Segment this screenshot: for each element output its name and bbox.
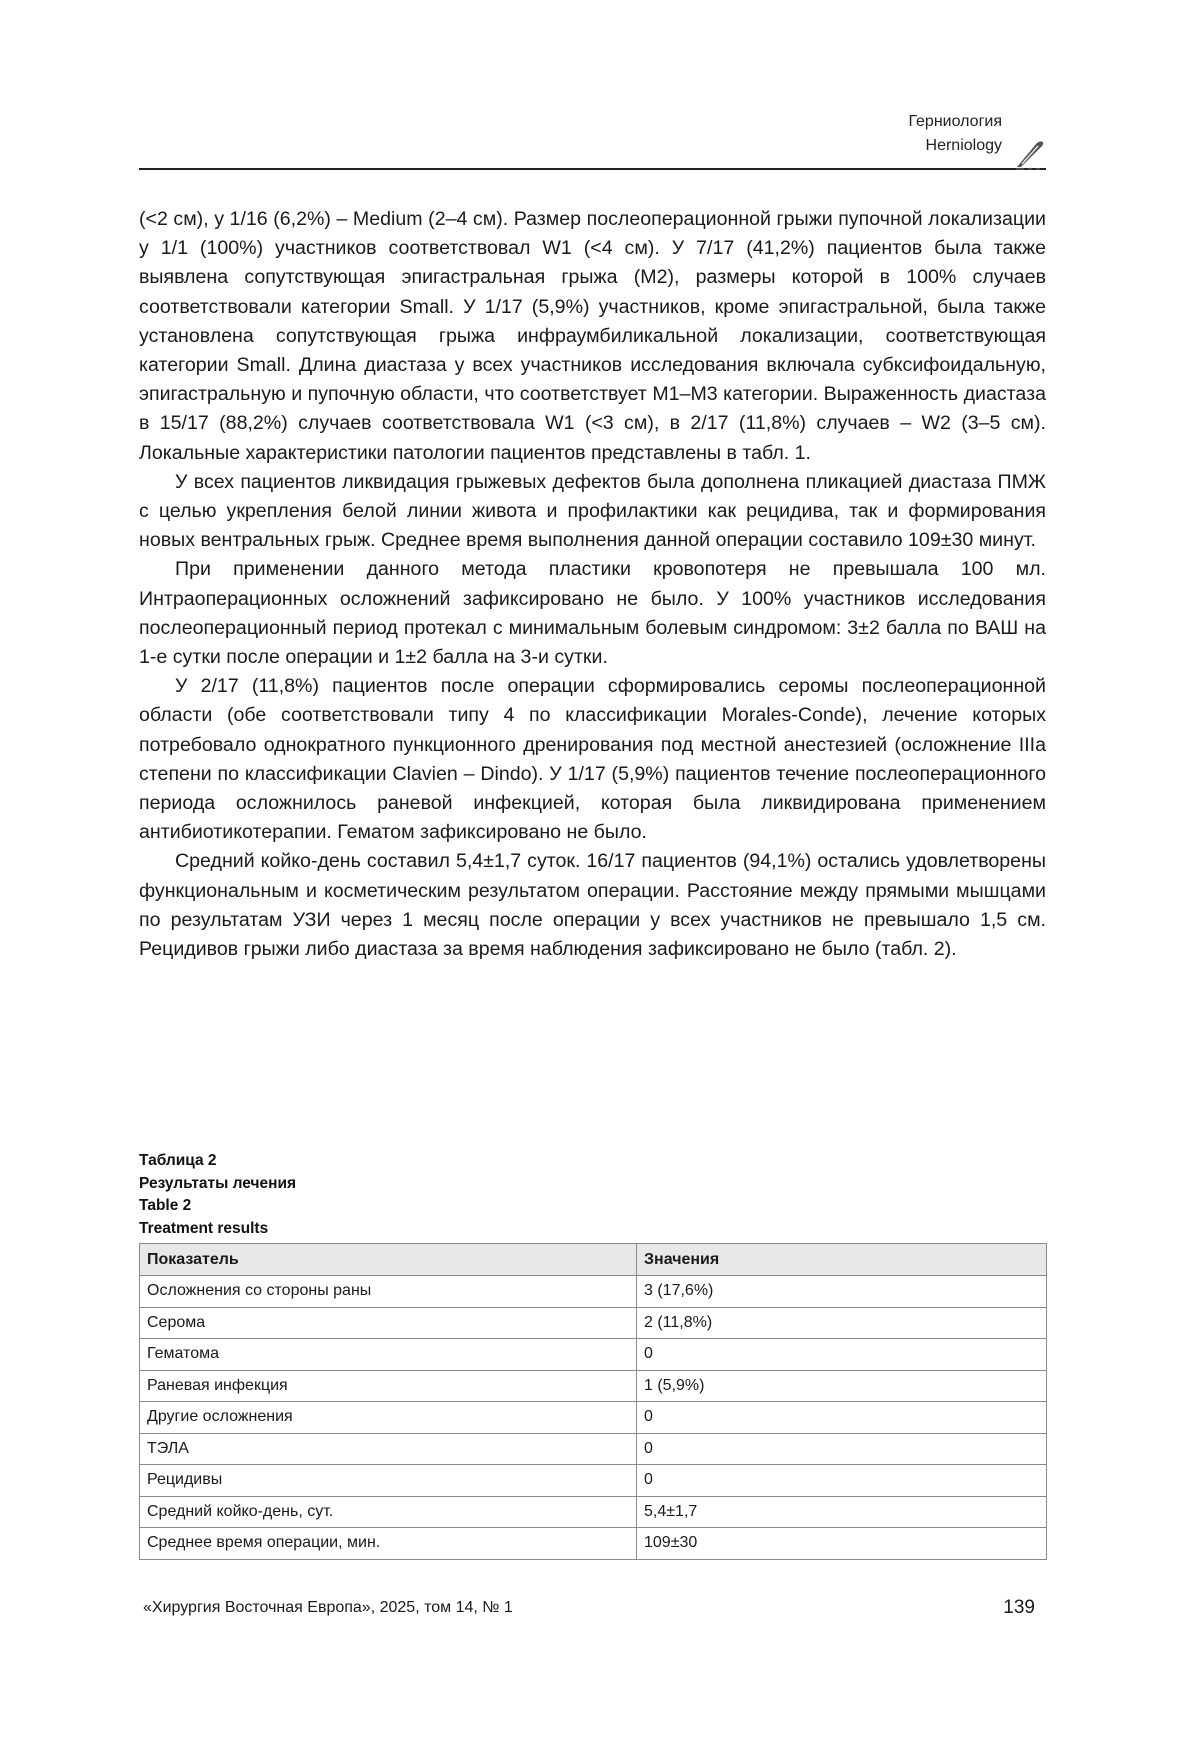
- indicator-cell: Рецидивы: [140, 1465, 637, 1497]
- value-cell: 0: [637, 1465, 1047, 1497]
- value-cell: 109±30: [637, 1528, 1047, 1560]
- indicator-cell: Осложнения со стороны раны: [140, 1276, 637, 1308]
- paragraph: У 2/17 (11,8%) пациентов после операции сформировались серомы послеоперационной области (обе соответствовали типу 4 по классификации Morales-Conde), лечение которых потребовало однократного пункционного дренирования под местной анестезией (осложнение IIIa степени по классификации Clavien – Dindo). У 1/17 (5,9%) пациентов течение послеоперационного периода осложнилось раневой инфекцией, которая была ликвидирована применением антибиотикотерапии. Гематом зафиксировано не было.: [139, 675, 1046, 844]
- table-title-en: Treatment results: [139, 1219, 269, 1237]
- paragraph: (<2 см), у 1/16 (6,2%) – Medium (2–4 см). Размер послеоперационной грыжи пупочной локализации у 1/1 (100%) участников соответствовал W1 (<4 см). У 7/17 (41,2%) пациентов была также выявлена сопутствующая эпигастральная грыжа (M2), размеры которой в 100% случаев соответствовали категории Small. У 1/17 (5,9%) участников, кроме эпигастральной, была также установлена сопутствующая грыжа инфраумбиликальной локализации, соответствующая категории Small. Длина диастаза у всех участников исследования включала субксифоидальную, эпигастральную и пупочную области, что соответствует M1–M3 категории. Выраженность диастаза в 15/17 (88,2%) случаев соответствовала W1 (<3 см), в 2/17 (11,8%) случаев – W2 (3–5 см). Локальные характеристики патологии пациентов представлены в табл. 1.: [139, 208, 1046, 464]
- table-row: [140, 1370, 1047, 1402]
- value-cell: 0: [637, 1339, 1047, 1371]
- scalpel-icon: [1014, 134, 1046, 170]
- value-cell: 0: [637, 1402, 1047, 1434]
- table-caption: [139, 1150, 739, 1240]
- table-number-ru: Таблица 2: [139, 1152, 217, 1169]
- journal-citation: «Хирургия Восточная Европа», 2025, том 14, № 1: [143, 1599, 513, 1616]
- page-number: 139: [1003, 1597, 1035, 1618]
- table-row: [140, 1433, 1047, 1465]
- table-row: [140, 1528, 1047, 1560]
- indicator-cell: Гематома: [140, 1339, 637, 1371]
- table-row: [140, 1339, 1047, 1371]
- table-number-en: Table 2: [139, 1197, 192, 1214]
- paragraph: У всех пациентов ликвидация грыжевых дефектов была дополнена пликацией диастаза ПМЖ с целью укрепления белой линии живота и профилактики как рецидива, так и формирования новых вентральных грыж. Среднее время выполнения данной операции составило 109±30 минут.: [139, 470, 1046, 552]
- column-header: Значения: [637, 1244, 1047, 1276]
- article-body: [139, 205, 1046, 964]
- table-row: [140, 1402, 1047, 1434]
- table-row: [140, 1496, 1047, 1528]
- indicator-cell: Раневая инфекция: [140, 1370, 637, 1402]
- indicator-cell: ТЭЛА: [140, 1433, 637, 1465]
- value-cell: 5,4±1,7: [637, 1496, 1047, 1528]
- table-header-row: [140, 1244, 1047, 1276]
- indicator-cell: Среднее время операции, мин.: [140, 1528, 637, 1560]
- indicator-cell: Серома: [140, 1307, 637, 1339]
- indicator-cell: Другие осложнения: [140, 1402, 637, 1434]
- running-header-title: [908, 110, 1002, 158]
- column-header: Показатель: [140, 1244, 637, 1276]
- indicator-cell: Средний койко-день, сут.: [140, 1496, 637, 1528]
- paragraph: Средний койко-день составил 5,4±1,7 суток. 16/17 пациентов (94,1%) остались удовлетворены функциональным и косметическим результатом операции. Расстояние между прямыми мышцами по результатам УЗИ через 1 месяц после операции у всех участников не превышало 1,5 см. Рецидивов грыжи либо диастаза за время наблюдения зафиксировано не было (табл. 2).: [139, 850, 1046, 961]
- value-cell: 1 (5,9%): [637, 1370, 1047, 1402]
- value-cell: 3 (17,6%): [637, 1276, 1047, 1308]
- table-title-ru: Результаты лечения: [139, 1174, 297, 1192]
- journal-section-ru: Герниология: [908, 113, 1002, 130]
- table-row: [140, 1465, 1047, 1497]
- running-header: [139, 106, 1046, 170]
- value-cell: 2 (11,8%): [637, 1307, 1047, 1339]
- table-row: [140, 1307, 1047, 1339]
- journal-section-en: Herniology: [925, 137, 1002, 154]
- value-cell: 0: [637, 1433, 1047, 1465]
- paragraph: При применении данного метода пластики кровопотеря не превышала 100 мл. Интраоперационных осложнений зафиксировано не было. У 100% участников исследования послеоперационный период протекал с минимальным болевым синдромом: 3±2 балла по ВАШ на 1-е сутки после операции и 1±2 балла на 3-и сутки.: [139, 558, 1046, 669]
- results-table: [139, 1243, 1047, 1560]
- table-row: [140, 1276, 1047, 1308]
